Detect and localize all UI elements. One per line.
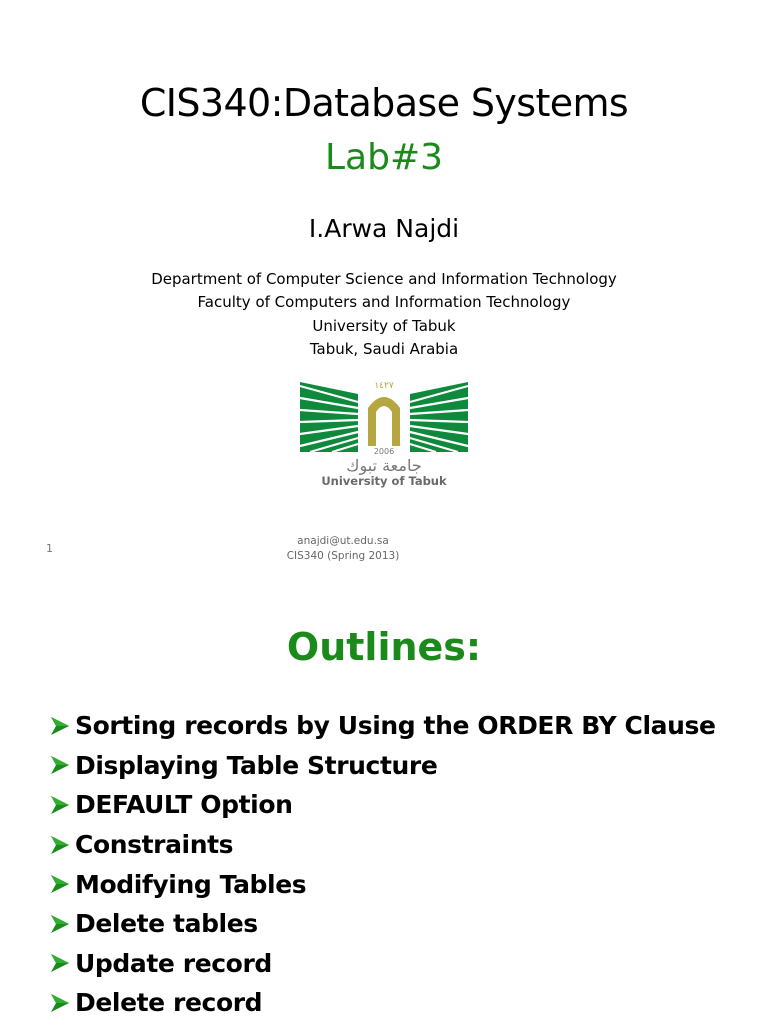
logo-english-name: University of Tabuk xyxy=(321,474,447,488)
green-arrow-bullet-icon xyxy=(48,872,72,896)
logo-arabic-name: جامعة تبوك xyxy=(346,456,422,475)
list-item xyxy=(48,746,716,786)
bullet-text: Delete tables xyxy=(75,909,258,939)
logo-year: 2006 xyxy=(373,447,395,456)
list-item xyxy=(48,904,716,944)
outline-title: Outlines: xyxy=(286,625,482,669)
list-item xyxy=(48,864,716,904)
green-arrow-bullet-icon xyxy=(48,793,72,817)
green-arrow-bullet-icon xyxy=(48,753,72,777)
bullet-text: Displaying Table Structure xyxy=(75,750,438,780)
affiliation-line: University of Tabuk xyxy=(312,316,456,335)
affiliation-line: Tabuk, Saudi Arabia xyxy=(309,339,459,358)
slide-footer xyxy=(218,534,468,564)
affiliation-block xyxy=(0,268,768,361)
lab-subtitle: Lab#3 xyxy=(324,137,444,178)
list-item xyxy=(48,944,716,984)
bullet-text: Sorting records by Using the ORDER BY Clause xyxy=(75,711,716,741)
list-item xyxy=(48,825,716,865)
affiliation-line: Department of Computer Science and Information Technology xyxy=(151,270,617,288)
green-arrow-bullet-icon xyxy=(48,714,72,738)
bullet-text: Delete record xyxy=(75,988,263,1018)
green-arrow-bullet-icon xyxy=(48,991,72,1015)
bullet-text: Constraints xyxy=(75,830,234,860)
footer-course: CIS340 (Spring 2013) xyxy=(286,550,400,562)
outline-list xyxy=(48,706,716,1023)
bullet-text: DEFAULT Option xyxy=(75,790,293,820)
list-item xyxy=(48,983,716,1023)
university-logo xyxy=(298,372,472,490)
affiliation-line: Faculty of Computers and Information Technology xyxy=(197,293,571,312)
slide-title: CIS340:Database Systems xyxy=(139,81,629,125)
logo-hijri-year: ١٤٢٧ xyxy=(374,381,394,391)
author-name: I.Arwa Najdi xyxy=(308,214,460,243)
green-arrow-bullet-icon xyxy=(48,833,72,857)
list-item xyxy=(48,785,716,825)
footer-email: anajdi@ut.edu.sa xyxy=(297,535,389,547)
green-arrow-bullet-icon xyxy=(48,951,72,975)
bullet-text: Update record xyxy=(75,948,272,978)
slide-number: 1 xyxy=(46,542,53,555)
green-arrow-bullet-icon xyxy=(48,912,72,936)
bullet-text: Modifying Tables xyxy=(75,869,307,899)
outline-slide xyxy=(0,580,768,1024)
list-item xyxy=(48,706,716,746)
